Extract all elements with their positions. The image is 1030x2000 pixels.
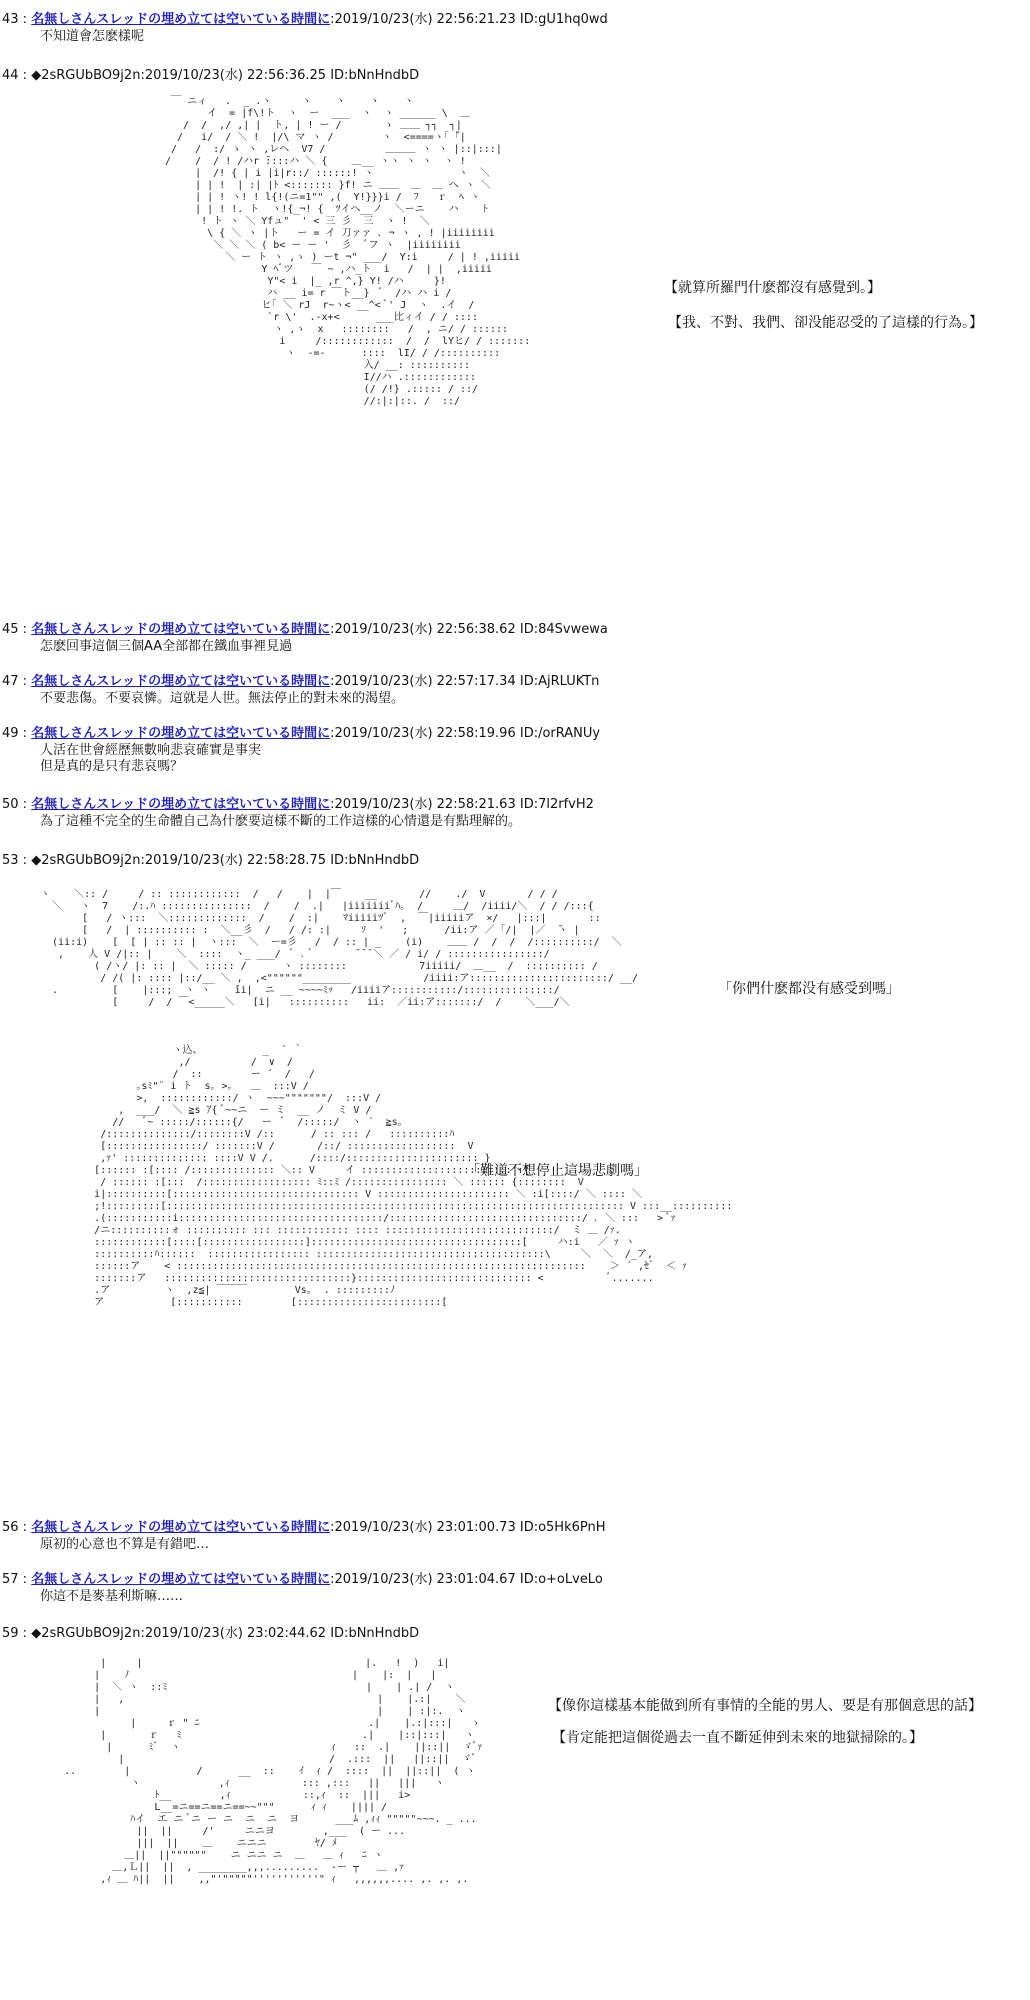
dialogue-caption: 【像你這樣基本能做到所有事情的全能的男人、要是有那個意思的話】 [548, 1698, 982, 1714]
post-number: 57 : [2, 1572, 28, 1587]
ascii-art: ヽ ＼:: / / :: :::::::::::: / / | |￣ __ // ./ V / / / ＼ ヽ 7 /:.ﾊ ::::::::::::::: / / .| |iiiiiiiﾞﾊ｡ / ＿/ /iiii/＼ / / /:::{ [ / ヽ::: ＼::::::::::::: / / :| ﾏiiiiiﾂﾞ , ￣|iiiiiア ×/ |:::| :: [ / | :::::::::: : ＼__彡 / / /: :| ｿ ' ; /ii:ア ／ ｢/| |／ ̄ヽ | (ii:i) [ [ | :: :: | ヽ::: ＼ ー=彡 / / :: | _ (i) ＿＿ / / / /::::::::::/ ＼ , 人 V /|:: | ＼ :::: ヽ_ ___/ ﾞ ､ ﾞ ̄ ̄ ̄ ＼ ／ / i/ / ::::::::::::::::/ ( /ヽ/ |: :: | ＼ ::::: / ヽ :::::::: 7iiiii/ ＿__ / :::::::::: / / /( |: :::: |::/__ ＼ , ,<""""""________ /iiii:ア:::::::::::::::::::::::/ __/ . [ |:::; ヽ ヽ ̄ii| ニ __ ~~~~ﾐｯ /iiiiア:::::::::::/:::::::::::::::/ [ / / ￣<_____＼ [i| :::::::::: ii: ／ii:ア:::::::/ / ＼___/＼ ヽ込、 _ ´ ｀ ,/ / ∨ / / :: ー ´ / / ｡sﾐ"¨ i ト s｡ >｡ ＿ :::V / >, ::::::::::::/ ヽ ~~~"""""""/ :::V / , ___/ ＼ ≧s ｱ{ ﾞ~~ニ ー ミ __ ノ ミ V / // ﾞ~ :::::/::::::{/ ー ﾞ /:::::/ ヽ ´ ≧s｡ /::::::::::::::/::::::::V /:: / :: ::: / ::::::::::ﾊ [::::::::::::::::/ :::::::V / /::/ :::::::::::::::::: V ,ｧ' :::::::::::::: ::::V V /. /::::/:::::::::::::::::::::: } [:::::: :[:::: /:::::::::::::: ＼:: V イ ::::::::::::::::::::::::: :{ / :::::: :[::: /:::::::::::::::::: ﾐ::ﾐ /:::::::::::::::: ＼ :::::: {:::::::: V i|::::::::::[::::::::::::::::::::::::::::::: V :::::::::::::::::::::: ＼ :i[::::/ ＼ :::: ＼ ;!:::::::::[:::::::::::::::::::::::::::::::::::::::::::::::::::::::::::::::::::::::::::: V :::__:::::::::: .(:::::::::::i::::::::::::::::::::::::::::::::::/::::::::::::::::::::::::::::::::/ ､ ＼ ::: > ﾞｧ /ニ::::::::::ォ :::::::::: ::: :::::::::::: :::: ::::::::::::::::::::::::::::/ ミ ＿ /ｧ. ::::::::::::[::::[:::::::::::::::::]:::::::::::::::::::::::::::::::::::[ ハ:i ／ ｧ ヽ ::::::::::ﾊ:::::: ::::::::::::::::: ::::::::::::::::::::::::::::::::::::::\ ＼ ＼ /_ア, ::::::ア < :::::::::::::::::::::::::::::::::::::::::::::::::::::::::::::::::::: ＞ ´ ,ｾﾞ ＜ ｧ :::::::ア :::::::::::::::::::::::::::::::}::::::::::::::::::::::::::::: < ﾞ....... .ア ヽ ,z≦| ￣￣￣ Vs｡ . :::::::::ﾉ ア [::::::::::: [::::::::::::::::::::::::[ [40, 889, 733, 1308]
post-header [2, 1626, 419, 1642]
post-meta: :2019/10/23(水) 23:02:44.62 ID:bNnHndbD [140, 1626, 420, 1641]
post-meta: :2019/10/23(水) 23:01:04.67 ID:o+oLveLo [330, 1572, 603, 1587]
dialogue-caption: 「難道不想停止這場悲劇嗎」 [466, 1163, 648, 1179]
post-meta: :2019/10/23(水) 22:57:17.34 ID:AjRLUKTn [330, 674, 600, 689]
poster-name-link[interactable]: 名無しさんスレッドの埋め立ては空いている時間に [31, 726, 331, 741]
poster-trip: ◆2sRGUbBO9j2n [31, 1626, 141, 1641]
post-meta: :2019/10/23(水) 22:58:21.63 ID:7l2rfvH2 [330, 797, 594, 812]
post-header [2, 622, 608, 638]
post-header [2, 1572, 603, 1588]
post-body: 不要悲傷。不要哀憐。這就是人世。無法停止的對未來的渴望。 [40, 691, 405, 706]
post-meta: :2019/10/23(水) 22:56:21.23 ID:gU1hq0wd [330, 12, 608, 27]
post-body: 原初的心意也不算是有錯吧… [40, 1537, 210, 1552]
post-body: 怎麽回事這個三個AA全部都在鐵血事裡見過 [40, 639, 293, 654]
post-body: 不知道會怎麽樣呢 [40, 29, 145, 44]
post-number: 56 : [2, 1520, 28, 1535]
post-header [2, 12, 608, 28]
post-header [2, 1520, 606, 1536]
post-body: 人活在世會經歷無數响悲哀確實是事実 但是真的是只有悲哀嗎？ [40, 743, 262, 774]
ascii-art: | | |. ! ) i| | ﾉ | |: | | | ＼ ヽ ::ﾐ | | .| / ヽ | , | |.:| ＼ | | | :|:. ヽ | ｒ " ﾆ .| |.:|:::| ゝ | ｒ ﾐ .| |::|:::| ヽ | ﾐﾞ ヽ ｨ :: .| ||::|| ゞﾞｧ | / .::: || ||::|| ゞﾞ .. | / __ :: ｲ ｨ / :::: || ||::|| ( ヽ ヽ ,ｨ ::: ,::: || ||| ヽ ﾄ__ ,ｨ ::,ｨ :: ||| i> L__=ニ==ニ==ニ==~~""" ｨ ｨ |||| / ﾊイ エ ニ ﾞニ ー ニ ニ ニ ヨ ___ﾑ ,ｨｨ """""~~~. _ ... || || /' ニニヨ ,___ ( ー ... ||| || ＿ ニニニ ﾔ/ ﾒ ＿|| ||"""""" ニ ニニ ニ ＿ ＿ ｨ ﾆ ヽ ＿,Ｌ|| || , ________,,,......... -ー ┬ ＿ ,ｧ ,ｨ ＿ ﾊ|| || ,,"'"""""'''''''''''" ｨ ,,,,,,.... ,. ,. ,. [64, 1658, 483, 1885]
post-meta: :2019/10/23(水) 23:01:00.73 ID:o5Hk6PnH [330, 1520, 606, 1535]
poster-name-link[interactable]: 名無しさんスレッドの埋め立ては空いている時間に [31, 12, 331, 27]
post-number: 50 : [2, 797, 28, 812]
post-number: 53 : [2, 853, 28, 868]
post-number: 43 : [2, 12, 28, 27]
post-header [2, 797, 594, 813]
dialogue-caption: 【肯定能把這個從過去一直不斷延伸到未來的地獄掃除的。】 [552, 1730, 923, 1746]
post-meta: :2019/10/23(水) 22:58:19.96 ID:/orRANUy [330, 726, 601, 741]
poster-name-link[interactable]: 名無しさんスレッドの埋め立ては空いている時間に [31, 1520, 331, 1535]
post-meta: :2019/10/23(水) 22:56:38.62 ID:84Svwewa [330, 622, 608, 637]
ascii-art: ￣ ニィ . _ .ヽ ヽ ヽ ヽ ヽ イ = |f\!ト ヽ ー ___ ヽ ヽ ______ \ ＿ / / ,/ ,| | ト, | ! ー / ゝ ＿＿ ┐┐ ┐| / i/ / ＼ ! |/\ マ ヽ / ヽ <====ヽ｢ ̄｢| / / :/ ゝ ヽ ,レヘ V7 / ＿＿＿ ヽ ヽ |::|:::| / / / ! /ハr ̄::::ハ ＼ { ＿__ ヽヽ ヽ ヽ ヽ ! | /! { | i |i|r::/ ::::::! ヽ ヽ ＼ | | ! | :| |ﾄ <::::::: }f! ニ ＿＿ ＿ ＿ へ ヽ ＼ | | ! ヽ! ! l{!(ニ=1"" ,( Y!}}}i / ﾌ ｒ ﾍ ヽ | | ! !. ト ヽ!{_¬! { ﾂイヘ__ノ ＼ーニ ハ ﾄ ! ト ヽ ＼ Yfュ" ' < 三 彡 三 ヽ ! ＼ \ { ＼ ヽ |ト ー = イ 刀ァァ ､ ¬ ヽ , ! |iiiiiiii ＼ ＼ ＼ ( b< ー ー ' 彡 ﾞフ ヽ |iiiiiiii ＼ ー ト ヽ ,ゝ ) ーt ¬" ___/ Y:i / | ! ,iiiii Y ﾍﾞツ ￣ ~ ,ハ_ト i / | | ,iiiii Y"< i |_ ,r ^,} Y! /ハ }! ハ __ i= r ￣ト__} ﾞ /ハ ハ i / ヒ｢ ＼ rJ r~ヽ< __^< ﾞ' J ヽ .イ / `r \' .-x+< ___比ィイ / / :::: ヽ ,ゝ x :::::::: / , ニ/ / :::::: i /:::::::::::: / / lYヒ/ / ::::::: ヽ -=- :::: lI/ / /:::::::::: 入/ __: :::::::::: I//ハ .:::::::::::: (/ /!} .::::: / ::/ //:|:|::. / ::/ [165, 96, 531, 407]
poster-trip: ◆2sRGUbBO9j2n [31, 68, 141, 83]
post-number: 44 : [2, 68, 28, 83]
post-header [2, 68, 419, 84]
poster-trip: ◆2sRGUbBO9j2n [31, 853, 141, 868]
post-number: 45 : [2, 622, 28, 637]
dialogue-caption: 【就算所羅門什麽都沒有感覺到。】 [664, 280, 881, 296]
poster-name-link[interactable]: 名無しさんスレッドの埋め立ては空いている時間に [31, 622, 331, 637]
dialogue-caption: 「你們什麽都没有感受到嗎」 [718, 981, 900, 997]
post-meta: :2019/10/23(水) 22:58:28.75 ID:bNnHndbD [140, 853, 420, 868]
poster-name-link[interactable]: 名無しさんスレッドの埋め立ては空いている時間に [31, 797, 331, 812]
post-number: 49 : [2, 726, 28, 741]
post-number: 59 : [2, 1626, 28, 1641]
post-body: 你這不是麥基利斯嘛…… [40, 1589, 184, 1604]
dialogue-caption: 【我、不對、我們、卻没能忍受的了這樣的行為。】 [668, 315, 983, 331]
post-header [2, 726, 600, 742]
post-meta: :2019/10/23(水) 22:56:36.25 ID:bNnHndbD [140, 68, 420, 83]
post-header [2, 674, 599, 690]
poster-name-link[interactable]: 名無しさんスレッドの埋め立ては空いている時間に [31, 674, 331, 689]
post-body: 為了這種不完全的生命體自己為什麽要這樣不斷的工作這樣的心情還是有點理解的。 [40, 814, 522, 829]
post-number: 47 : [2, 674, 28, 689]
poster-name-link[interactable]: 名無しさんスレッドの埋め立ては空いている時間に [31, 1572, 331, 1587]
post-header [2, 853, 419, 869]
